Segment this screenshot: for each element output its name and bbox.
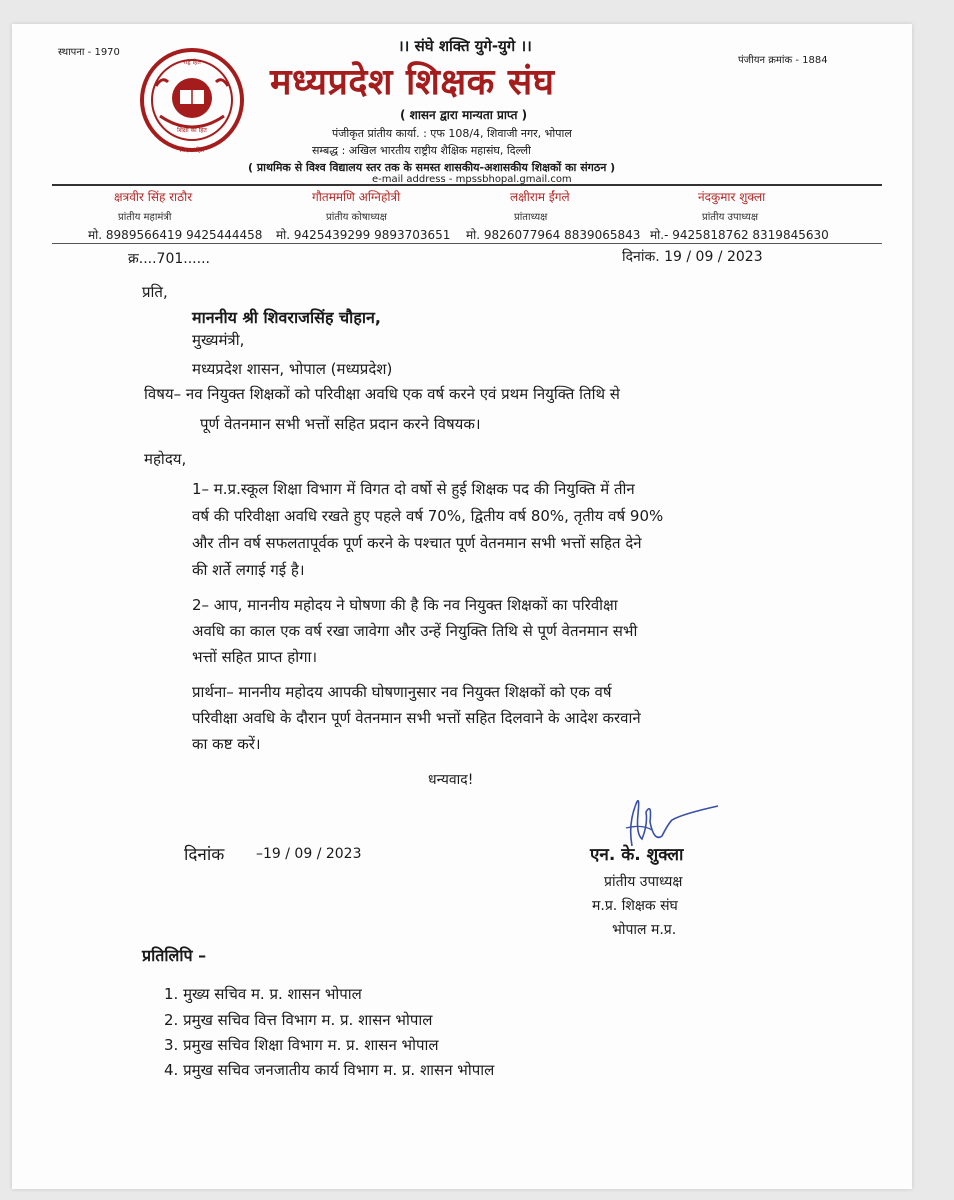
established-year: स्थापना - 1970 <box>58 47 120 58</box>
office-address: पंजीकृत प्रांतीय कार्या. : एफ 108/4, शिवाजी नगर, भोपाल <box>332 127 572 140</box>
para3-line2: परिवीक्षा अवधि के दौरान पूर्ण वेतनमान सभी भत्तों सहित दिलवाने के आदेश करवाने <box>192 709 641 727</box>
para1-line4: की शर्ते लगाई गई है। <box>192 561 305 579</box>
motto: ।। संघे शक्ति युगे-युगे ।। <box>398 37 532 55</box>
official-4-role: प्रांतीय उपाध्यक्ष <box>702 212 759 223</box>
affiliation-line: सम्बद्ध : अखिल भारतीय राष्ट्रीय शैक्षिक महासंघ, दिल्ली <box>312 144 531 157</box>
official-2-role: प्रांतीय कोषाध्यक्ष <box>326 212 387 223</box>
officials-divider <box>52 243 882 244</box>
official-2-phone: मो. 9425439299 9893703651 <box>276 228 451 242</box>
copy-item-4: 4. प्रमुख सचिव जनजातीय कार्य विभाग म. प्र. शासन भोपाल <box>164 1061 495 1079</box>
salutation: महोदय, <box>144 450 187 468</box>
para1-line3: और तीन वर्ष सफलतापूर्वक पूर्ण करने के पश्चात पूर्ण वेतनमान सभी भत्तों सहित देने <box>192 534 642 552</box>
recognition-line: ( शासन द्वारा मान्यता प्राप्त ) <box>400 108 528 122</box>
para2-line3: भत्तों सहित प्राप्त होगा। <box>192 648 318 666</box>
organization-scope: ( प्राथमिक से विश्व विद्यालय स्तर तक के समस्त शासकीय-अशासकीय शिक्षकों का संगठन ) <box>248 161 616 174</box>
subject-line-2: पूर्ण वेतनमान सभी भत्तों सहित प्रदान करने विषयक। <box>200 415 481 433</box>
date-bottom-value: –19 / 09 / 2023 <box>256 846 362 862</box>
copy-item-1: 1. मुख्य सचिव म. प्र. शासन भोपाल <box>164 985 362 1003</box>
copy-heading: प्रतिलिपि – <box>142 946 207 965</box>
official-3-phone: मो. 9826077964 8839065843 <box>466 228 641 242</box>
signatory-name: एन. के. शुक्ला <box>590 845 684 865</box>
official-4 <box>698 188 765 223</box>
para3-line1: प्रार्थना– माननीय महोदय आपकी घोषणानुसार नव नियुक्त शिक्षकों को एक वर्ष <box>192 683 612 701</box>
signatory-org: म.प्र. शिक्षक संघ <box>592 898 678 914</box>
email-address: e-mail address - mpssbhopal.gmail.com <box>372 174 572 185</box>
official-1-phone: मो. 8989566419 9425444458 <box>88 228 263 242</box>
official-1 <box>114 188 192 223</box>
copy-item-3: 3. प्रमुख सचिव शिक्षा विभाग म. प्र. शासन भोपाल <box>164 1036 439 1054</box>
date-top: दिनांक. 19 / 09 / 2023 <box>622 249 763 265</box>
logo-text-middle: शिक्षा का हित <box>177 127 207 134</box>
letter-page <box>12 24 912 1189</box>
date-bottom-label: दिनांक <box>184 845 225 865</box>
organization-logo <box>138 46 246 154</box>
signatory-post: प्रांतीय उपाध्यक्ष <box>604 874 683 890</box>
para1-line1: 1– म.प्र.स्कूल शिक्षा विभाग में विगत दो वर्षो से हुई शिक्षक पद की नियुक्ति में तीन <box>192 480 635 498</box>
organization-title: मध्यप्रदेश शिक्षक संघ <box>270 61 555 103</box>
official-3 <box>510 188 570 223</box>
official-2 <box>312 188 400 223</box>
para1-line2: वर्ष की परिवीक्षा अवधि रखते हुए पहले वर्ष 70%, द्वितीय वर्ष 80%, तृतीय वर्ष 90% <box>192 507 664 525</box>
to-label: प्रति, <box>142 283 168 301</box>
addressee-post: मुख्यमंत्री, <box>192 331 245 349</box>
addressee-place: मध्यप्रदेश शासन, भोपाल (मध्यप्रदेश) <box>192 360 393 378</box>
copy-item-2: 2. प्रमुख सचिव वित्त विभाग म. प्र. शासन भोपाल <box>164 1011 433 1029</box>
official-3-role: प्रांताध्यक्ष <box>514 212 548 223</box>
official-3-name: लक्षीराम ईंगले <box>510 190 570 204</box>
para3-line3: का कष्ट करें। <box>192 735 261 753</box>
registration-number: पंजीयन क्रमांक - 1884 <box>738 55 828 66</box>
logo-text-bottom: शिक्षक हित <box>179 147 205 154</box>
official-2-name: गौतममणि अग्निहोत्री <box>312 190 401 204</box>
header-divider <box>52 184 882 186</box>
addressee-name: माननीय श्री शिवराजसिंह चौहान, <box>192 308 381 327</box>
official-1-name: क्षत्रवीर सिंह राठौर <box>114 190 193 204</box>
para2-line1: 2– आप, माननीय महोदय ने घोषणा की है कि नव नियुक्त शिक्षकों का परिवीक्षा <box>192 596 618 614</box>
official-4-name: नंदकुमार शुक्ला <box>698 190 766 204</box>
official-1-role: प्रांतीय महामंत्री <box>118 212 172 223</box>
thanks-note: धन्यवाद! <box>428 772 474 788</box>
para2-line2: अवधि का काल एक वर्ष रखा जावेगा और उन्हें नियुक्ति तिथि से पूर्ण वेतनमान सभी <box>192 622 638 640</box>
official-4-phone: मो.- 9425818762 8319845630 <box>650 228 829 242</box>
signatory-place: भोपाल म.प्र. <box>612 922 677 938</box>
subject-line-1: विषय– नव नियुक्त शिक्षकों को परिवीक्षा अवधि एक वर्ष करने एवं प्रथम नियुक्ति तिथि से <box>144 385 620 403</box>
reference-number: क्र....701...... <box>128 251 210 267</box>
logo-text-top: राष्ट्र हित <box>183 59 201 66</box>
